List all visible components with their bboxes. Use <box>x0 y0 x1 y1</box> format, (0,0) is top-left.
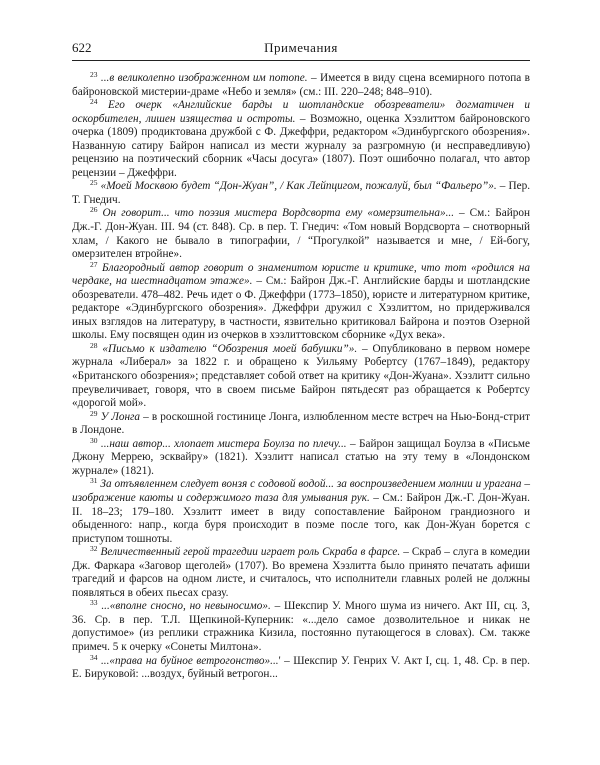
note-lemma: «Моей Москвою будет “Дон-Жуан”, / Как Лейпцигом, пожалуй, был “Фальеро”». <box>100 180 497 193</box>
endnote <box>72 259 531 343</box>
endnote <box>72 652 530 682</box>
note-lemma: ...в великолепно изображенном им потопе. <box>100 72 308 84</box>
note-lemma: ...«вполне сносно, но невыносимо». <box>101 600 271 613</box>
note-lemma: Он говорит... что поэзия мистера Вордсворта ему «омерзительна»... <box>102 207 455 220</box>
notes-section <box>72 72 530 682</box>
note-text: – Опубликовано в первом номере журнала «Либерал» за 1822 г. и обращено к Уильяму Робертсу (1767–1849), редактору «Британского обозрения»; представляет собой ответ на критику «Дон-Жуана». Хэзлитт сильно преувеличивает, говоря, что в своем письме Байрон пятьдесят раз обращается к Робертсу «дорогой мой». <box>72 342 530 410</box>
note-text: – Имеется в виду сцена всемирного потопа в байроновской мистерии-драме «Небо и земля» (см.: III. 220–248; 848–910). <box>72 72 530 98</box>
note-lemma: Величественный герой трагедии играет роль Скраба в фарсе. <box>100 546 401 559</box>
note-lemma: «Письмо к издателю “Обозрения моей бабушки”». <box>102 342 358 355</box>
note-text: ' – Шекспир У. Генрих V. Акт I, сц. 1, 48. Ср. в пер. Е. Бируковой: ...воздух, буйный ветрогон... <box>72 654 530 681</box>
note-lemma: ...наш автор... хлопает мистера Боулза по плечу... <box>100 437 347 450</box>
endnote <box>72 408 530 438</box>
endnote <box>72 435 531 479</box>
note-text: – См.: Байрон Дж.-Г. Дон-Жуан. III. 94 (ст. 848). Ср. в пер. Т. Гнедич: «Том новый Вордсворта – снотворный хлам, / Какого не бывало в типографии, / “Прогулкой” называется и мне, / Ей-богу, омерзителен втройне». <box>72 207 531 261</box>
endnote <box>72 478 530 546</box>
note-lemma: ...«права на буйное ветрогонство»... <box>100 654 279 667</box>
note-text: – Пер. Т. Гнедич. <box>72 180 531 206</box>
note-lemma: За отъявленнем следует вонзя с содовой водой... за воспроизведением молнии и урагана – изображение каюты и содержимого таза для умывания рук. <box>72 478 530 504</box>
header-rule <box>72 60 530 61</box>
note-text: – Скраб – слуга в комедии Дж. Фаркара «Заговор щеголей» (1707). Во времена Хэзлитта было принято печатать афиши трагедий и фарсов на одном листе, и считалось, что исполнители главных ролей не должны появляться в обеих пьесах сразу. <box>72 546 531 599</box>
note-number: 24 <box>90 97 98 107</box>
note-text: – См.: Байрон Дж.-Г. Дон-Жуан. II. 18–23; 179–180. Хэзлитт имеет в виду сопоставление Байроном грандиозного и обыденного: напр., когда буря происходит в поэме после того, как Дон-Жуан борется с приступом тошноты. <box>72 491 530 545</box>
note-number: 26 <box>90 205 98 215</box>
endnote <box>72 207 530 261</box>
note-number: 31 <box>90 476 98 486</box>
running-title: Примечания <box>264 40 338 55</box>
note-text: – Байрон защищал Боулза в «Письме Джону Меррею, эсквайру» (1821). Хэзлитт написал статью на эту тему в «Лондонском журнале» (1821). <box>72 437 531 477</box>
note-text: – Возможно, оценка Хэзлиттом байроновского очерка (1809) продиктована дружбой с Ф. Джеффри, редактором «Эдинбургского обозрения». Названную сатиру Байрон написал из мести журналу за разгромную (и несправедливую) рецензию на поэтический сборник «Часы досуга» (1807). Поэт ошибочно полагал, что автор рецензии – Джеффри. <box>72 112 531 179</box>
note-number: 25 <box>90 178 98 188</box>
note-number: 33 <box>90 598 98 608</box>
note-lemma: Его очерк «Английские барды и шотландские обозреватели» догматичен и оскорбителен, лишен изящества и остроты. <box>72 99 530 125</box>
endnote <box>72 546 530 600</box>
note-number: 27 <box>90 259 98 269</box>
endnote <box>72 340 530 411</box>
note-number: 30 <box>90 435 98 445</box>
note-number: 28 <box>90 340 98 350</box>
note-number: 29 <box>90 408 98 418</box>
endnote <box>72 72 530 99</box>
note-lemma: У Лонга <box>100 410 141 423</box>
note-number: 32 <box>90 544 98 554</box>
note-text: – в роскошной гостинице Лонга, излюбленном месте встреч на Нью-Бонд-стрит в Лондоне. <box>72 410 530 437</box>
page-number: 622 <box>72 40 92 55</box>
endnote <box>72 99 530 180</box>
endnote <box>72 600 530 654</box>
note-number: 34 <box>90 652 98 662</box>
note-number: 23 <box>90 70 98 79</box>
page-header <box>72 40 530 60</box>
endnote <box>72 180 530 207</box>
note-text: – Шекспир У. Много шума из ничего. Акт III, сц. 3, 36. Ср. в пер. Т.Л. Щепкиной-Куперник: «...дело самое дозволительное и никак не допустимое» (из реплики стражника Кизила, постоянно путающегося в словах). См. также примеч. 5 к очерку «Сонеты Милтона». <box>72 600 530 653</box>
note-lemma: Благородный автор говорит о знаменитом юристе и критике, что тот «родился на чердаке, на шестнадцатом этаже». <box>72 261 531 288</box>
note-text: – См.: Байрон Дж.-Г. Английские барды и шотландские обозреватели. 478–482. Речь идет о Ф. Джеффри (1773–1850), юристе и литературном критике, редакторе «Эдинбургского обозрения». Джеффри дружил с Хэзлиттом, но придерживался иных взглядов на литературу, в частности, язвительно критиковал Байрона и поэтов Озерной школы. Ему посвящен один из очерков в хэзлиттовском сборнике «Дух века». <box>72 275 530 342</box>
